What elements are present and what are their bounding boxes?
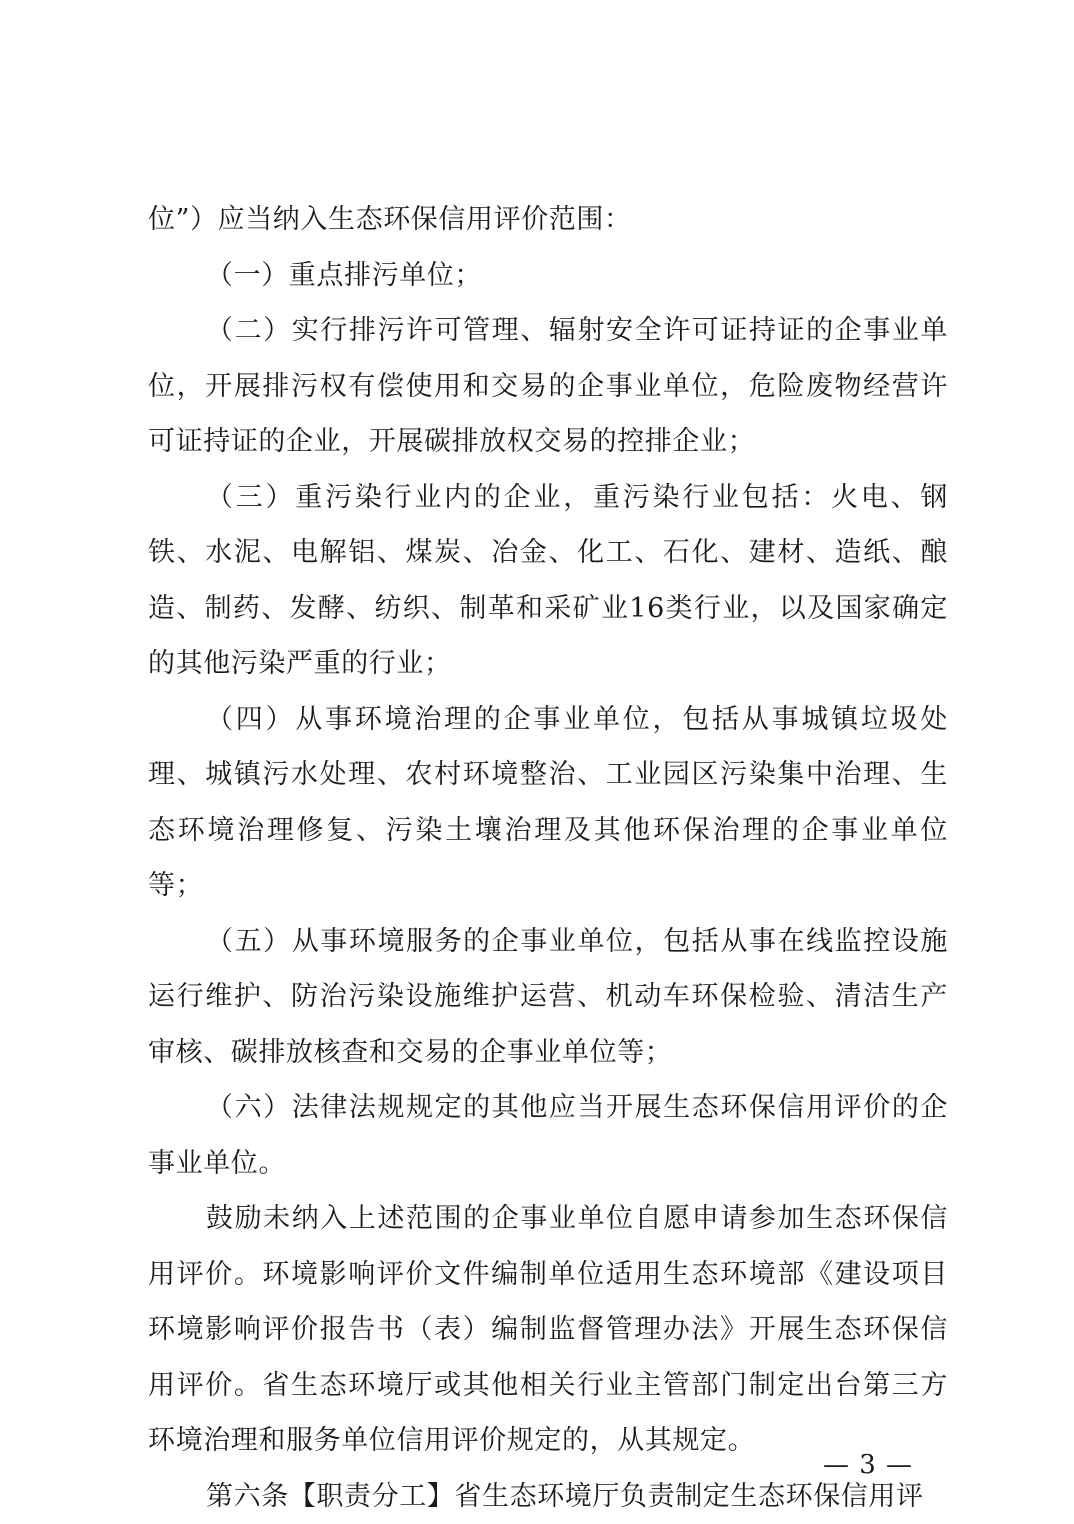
- paragraph-article-6: 第六条【职责分工】省生态环境厅负责制定生态环保信用评: [148, 1469, 948, 1524]
- paragraph-item-3: （三）重污染行业内的企业，重污染行业包括：火电、钢铁、水泥、电解铝、煤炭、冶金、化工、石化、建材、造纸、酿造、制药、发酵、纺织、制革和采矿业16类行业，以及国家确定的其他污染严重的行业；: [148, 470, 948, 692]
- paragraph-item-4: （四）从事环境治理的企事业单位，包括从事城镇垃圾处理、城镇污水处理、农村环境整治、工业园区污染集中治理、生态环境治理修复、污染土壤治理及其他环保治理的企事业单位等；: [148, 692, 948, 914]
- page-number: — 3 —: [818, 1448, 918, 1482]
- paragraph-encouragement: 鼓励未纳入上述范围的企事业单位自愿申请参加生态环保信用评价。环境影响评价文件编制单位适用生态环境部《建设项目环境影响评价报告书（表）编制监督管理办法》开展生态环保信用评价。省生态环境厅或其他相关行业主管部门制定出台第三方环境治理和服务单位信用评价规定的，从其规定。: [148, 1191, 948, 1469]
- paragraph-item-2: （二）实行排污许可管理、辐射安全许可证持证的企事业单位，开展排污权有偿使用和交易的企事业单位，危险废物经营许可证持证的企业，开展碳排放权交易的控排企业；: [148, 303, 948, 470]
- paragraph-item-1: （一）重点排污单位；: [148, 248, 948, 304]
- document-body: [148, 192, 948, 1524]
- paragraph-item-5: （五）从事环境服务的企事业单位，包括从事在线监控设施运行维护、防治污染设施维护运营、机动车环保检验、清洁生产审核、碳排放核查和交易的企事业单位等；: [148, 914, 948, 1081]
- paragraph-item-6: （六）法律法规规定的其他应当开展生态环保信用评价的企事业单位。: [148, 1080, 948, 1191]
- paragraph-continuation: 位”）应当纳入生态环保信用评价范围：: [148, 192, 948, 248]
